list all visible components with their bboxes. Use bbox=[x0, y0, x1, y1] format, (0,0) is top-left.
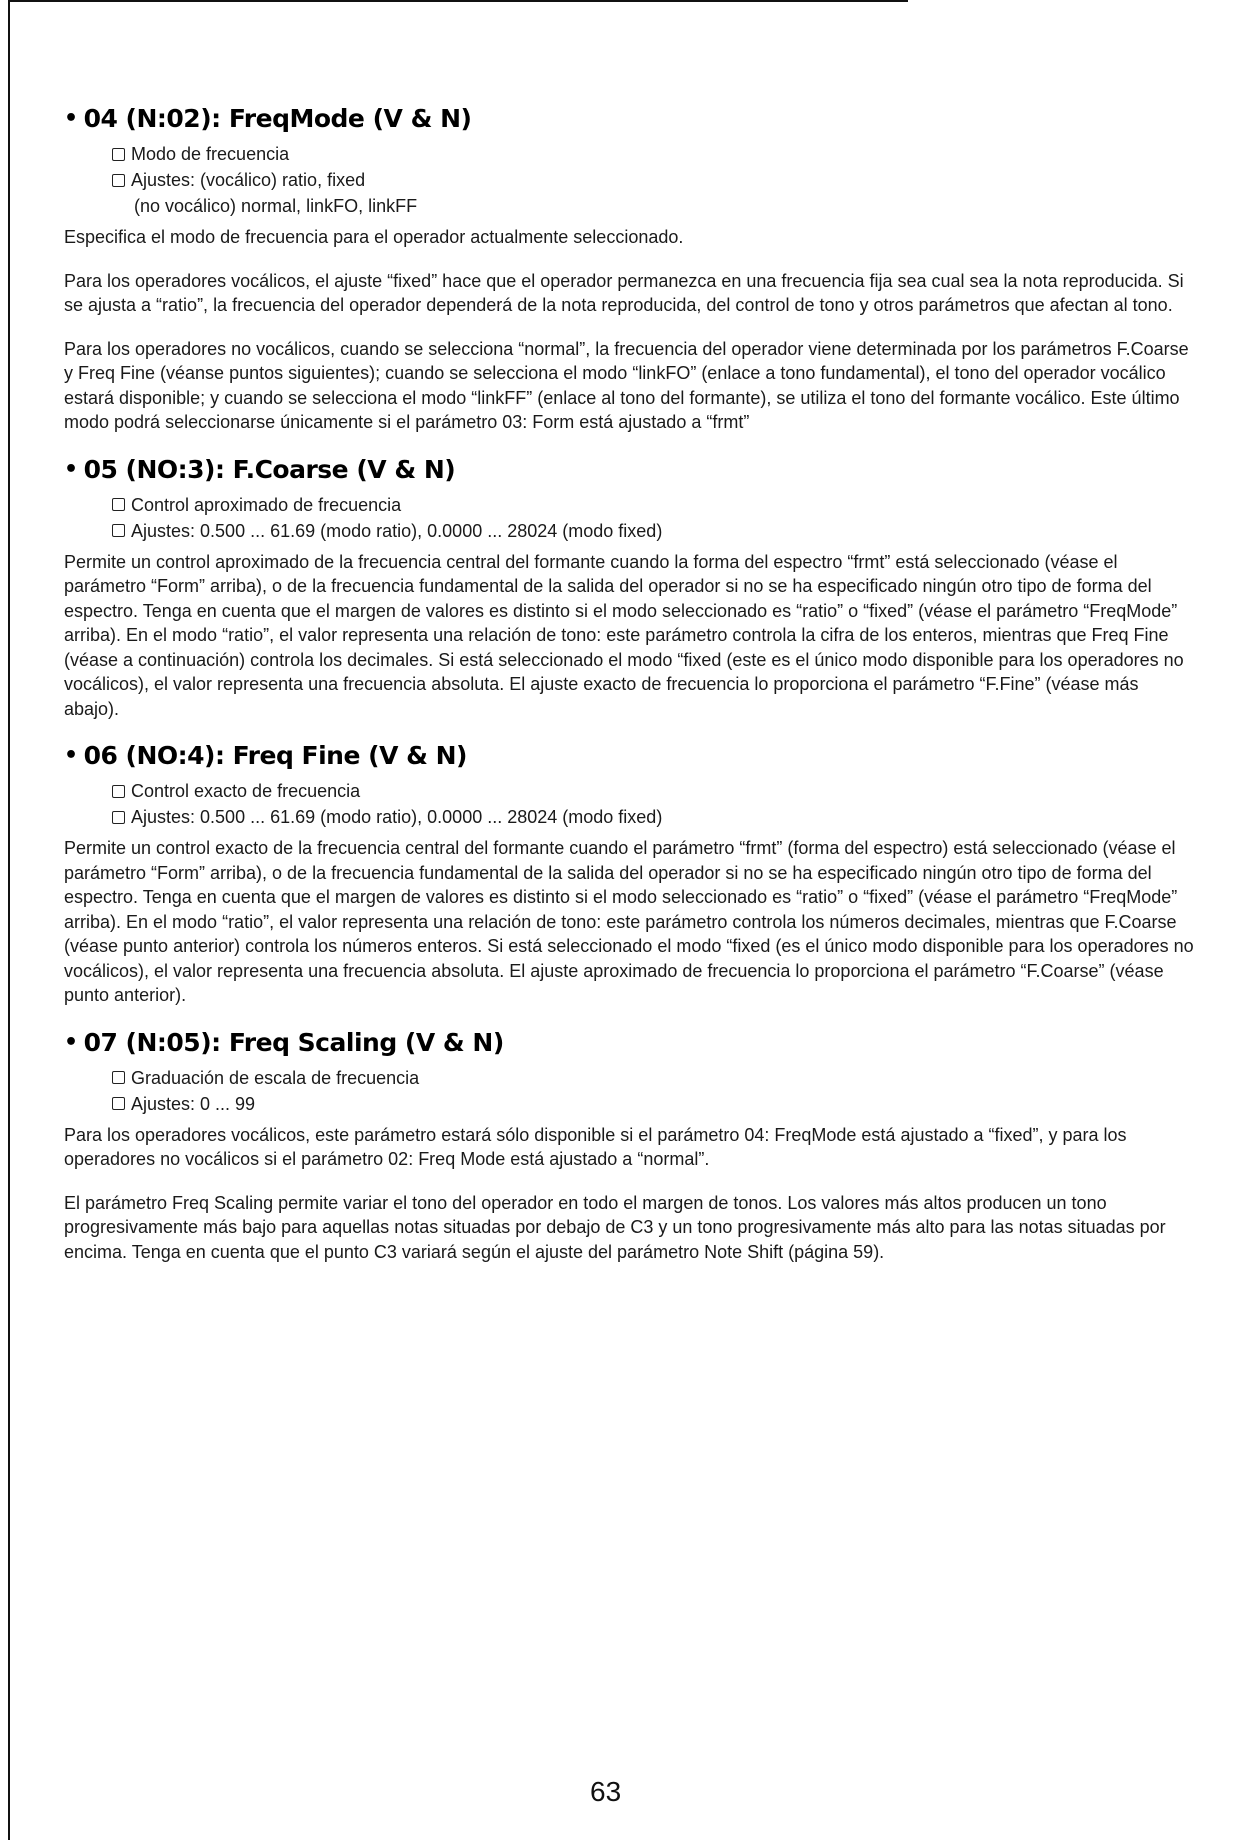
paragraph: Para los operadores vocálicos, el ajuste “fixed” hace que el operador permanezca en una frecuencia fija sea cual sea la nota reproducida. Si se ajusta a “ratio”, la frecuencia del operador dependerá de la nota reproducida, del control de tono y otros parámetros que afectan al tono. bbox=[64, 270, 1184, 315]
setting-text: Graduación de escala de frecuencia bbox=[131, 1067, 420, 1088]
checkbox-icon bbox=[112, 785, 125, 798]
checkbox-icon bbox=[112, 174, 125, 187]
section-f-coarse bbox=[64, 455, 1194, 722]
settings-list bbox=[112, 1065, 1194, 1117]
document-body bbox=[64, 104, 1194, 1284]
bullet-icon: • bbox=[64, 106, 78, 131]
bullet-icon: • bbox=[64, 456, 78, 482]
setting-text: Ajustes: 0.500 ... 61.69 (modo ratio), 0.0000 ... 28024 (modo fixed) bbox=[131, 520, 663, 541]
setting-text: Control exacto de frecuencia bbox=[131, 781, 361, 801]
setting-item bbox=[112, 778, 1194, 804]
bullet-icon: • bbox=[64, 1029, 78, 1055]
section-heading bbox=[64, 1028, 1194, 1057]
checkbox-icon bbox=[112, 811, 125, 824]
bullet-icon: • bbox=[64, 743, 78, 768]
heading-text: 07 (N:05): Freq Scaling (V & N) bbox=[83, 1027, 504, 1057]
setting-text: Ajustes: 0 ... 99 bbox=[131, 1093, 256, 1114]
setting-item bbox=[112, 518, 1194, 544]
settings-list bbox=[112, 141, 1194, 219]
paragraph: Para los operadores vocálicos, este parámetro estará sólo disponible si el parámetro 04: FreqMode está ajustado a “fixed”, y para los operadores no vocálicos si el parámetro 02: Freq Mode está ajustado a “normal”. bbox=[64, 1124, 1127, 1169]
setting-item bbox=[112, 1091, 1194, 1117]
checkbox-icon bbox=[112, 148, 125, 161]
setting-subline: (no vocálico) normal, linkFO, linkFF bbox=[134, 196, 418, 216]
section-heading bbox=[64, 104, 1194, 133]
paragraph: Permite un control exacto de la frecuencia central del formante cuando el parámetro “frmt” (forma del espectro) está seleccionado (véase el parámetro “Form” arriba), o de la frecuencia fundamental de la salida del operador si no se ha especificado ningún otro tipo de forma del espectro. Tenga en cuenta que el margen de valores es distinto si el modo seleccionado es “ratio” o “fixed” (véase el parámetro “FreqMode” arriba). En el modo “ratio”, el valor representa una relación de tono: este parámetro controla los números decimales, mientras que F.Coarse (véase punto anterior) controla los números enteros. Si está seleccionado el modo “fixed (es el único modo disponible para los operadores no vocálicos), el valor representa una frecuencia absoluta. El ajuste aproximado de frecuencia lo proporciona el parámetro “F.Coarse” (véase punto anterior). bbox=[64, 838, 1194, 1005]
setting-text: Control aproximado de frecuencia bbox=[131, 494, 402, 515]
heading-text: 06 (NO:4): Freq Fine (V & N) bbox=[83, 741, 467, 770]
setting-text: Ajustes: (vocálico) ratio, fixed bbox=[131, 170, 366, 190]
section-freqmode bbox=[64, 104, 1194, 435]
heading-text: 04 (N:02): FreqMode (V & N) bbox=[83, 104, 472, 133]
setting-item bbox=[112, 1065, 1194, 1091]
checkbox-icon bbox=[112, 1071, 125, 1084]
page-edge-left bbox=[8, 0, 10, 1840]
paragraph: Para los operadores no vocálicos, cuando se selecciona “normal”, la frecuencia del operador viene determinada por los parámetros F.Coarse y Freq Fine (véanse puntos siguientes); cuando se selecciona el modo “linkFO” (enlace a tono fundamental), el tono del operador vocálico estará disponible; y cuando se selecciona el modo “linkFF” (enlace al tono del formante), se utiliza el tono del formante vocálico. Este último modo podrá seleccionarse únicamente si el parámetro 03: Form está ajustado a “frmt” bbox=[64, 338, 1189, 432]
setting-item bbox=[112, 167, 1194, 193]
section-freq-fine bbox=[64, 741, 1194, 1008]
paragraph: Especifica el modo de frecuencia para el operador actualmente seleccionado. bbox=[64, 227, 684, 247]
heading-text: 05 (NO:3): F.Coarse (V & N) bbox=[83, 454, 456, 484]
setting-item bbox=[112, 141, 1194, 167]
setting-text: Ajustes: 0.500 ... 61.69 (modo ratio), 0.0000 ... 28024 (modo fixed) bbox=[131, 807, 663, 827]
section-heading bbox=[64, 455, 1194, 484]
paragraph: Permite un control aproximado de la frecuencia central del formante cuando la forma del espectro “frmt” está seleccionado (véase el parámetro “Form” arriba), o de la frecuencia fundamental de la salida del operador si no se ha especificado ningún otro tipo de forma del espectro. Tenga en cuenta que el margen de valores es distinto si el modo seleccionado es “ratio” o “fixed” (véase el parámetro “FreqMode” arriba). En el modo “ratio”, el valor representa una relación de tono: este parámetro controla la cifra de los enteros, mientras que Freq Fine (véase a continuación) controla los decimales. Si está seleccionado el modo “fixed (este es el único modo disponible para los operadores no vocálicos), el valor representa una frecuencia absoluta. El ajuste exacto de frecuencia lo proporciona el parámetro “F.Fine” (véase más abajo). bbox=[64, 551, 1184, 719]
checkbox-icon bbox=[112, 524, 125, 537]
paragraph: El parámetro Freq Scaling permite variar el tono del operador en todo el margen de tonos. Los valores más altos producen un tono progresivamente más bajo para aquellas notas situadas por debajo de C3 y un tono progresivamente más alto para las notas situadas por encima. Tenga en cuenta que el punto C3 variará según el ajuste del parámetro Note Shift (página 59). bbox=[64, 1192, 1166, 1262]
checkbox-icon bbox=[112, 1097, 125, 1110]
settings-list bbox=[112, 778, 1194, 830]
section-freq-scaling bbox=[64, 1028, 1194, 1265]
setting-item bbox=[112, 804, 1194, 830]
page-edge-top bbox=[8, 0, 908, 2]
setting-item bbox=[112, 492, 1194, 518]
checkbox-icon bbox=[112, 498, 125, 511]
section-heading bbox=[64, 741, 1194, 770]
setting-text: Modo de frecuencia bbox=[131, 144, 290, 164]
page-number: 63 bbox=[590, 1776, 622, 1807]
settings-list bbox=[112, 492, 1194, 544]
